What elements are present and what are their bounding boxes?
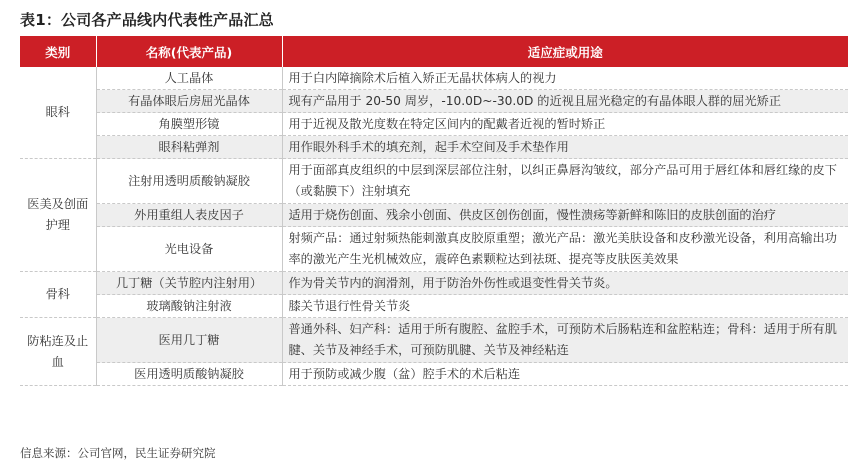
header-usage: 适应症或用途: [282, 36, 848, 67]
table-header-row: [20, 36, 848, 67]
category-ophthalmology: 眼科: [20, 67, 96, 159]
product-usage: 膝关节退行性骨关节炎: [282, 295, 848, 318]
source-note: 信息来源：公司官网，民生证券研究院: [20, 446, 216, 460]
table-row: [20, 90, 848, 113]
table-row: [20, 363, 848, 386]
product-name: 医用透明质酸钠凝胶: [96, 363, 282, 386]
product-usage: 作为骨关节内的润滑剂，用于防治外伤性或退变性骨关节炎。: [282, 272, 848, 295]
product-usage: 射频产品：通过射频热能刺激真皮胶原重塑；激光产品：激光美肤设备和皮秒激光设备，利用高输出功率的激光产生光机械效应，震碎色素颗粒达到祛斑、提亮等皮肤医美效果: [282, 227, 848, 272]
product-usage: 普通外科、妇产科：适用于所有腹腔、盆腔手术，可预防术后肠粘连和盆腔粘连；骨科：适用于所有肌腱、关节及神经手术，可预防肌腱、关节及神经粘连: [282, 318, 848, 363]
product-name: 眼科粘弹剂: [96, 136, 282, 159]
product-usage: 用于预防或减少腹（盆）腔手术的术后粘连: [282, 363, 848, 386]
category-orthopedics: 骨科: [20, 272, 96, 318]
table-row: [20, 113, 848, 136]
table-row: [20, 136, 848, 159]
product-name: 医用几丁糖: [96, 318, 282, 363]
product-name: 几丁糖（关节腔内注射用）: [96, 272, 282, 295]
product-usage: 适用于烧伤创面、残余小创面、供皮区创伤创面，慢性溃疡等新鲜和陈旧的皮肤创面的治疗: [282, 204, 848, 227]
table-row: [20, 295, 848, 318]
product-name: 注射用透明质酸钠凝胶: [96, 159, 282, 204]
product-usage: 用于面部真皮组织的中层到深层部位注射，以纠正鼻唇沟皱纹，部分产品可用于唇红体和唇红缘的皮下（或黏膜下）注射填充: [282, 159, 848, 204]
table-row: [20, 318, 848, 363]
product-name: 人工晶体: [96, 67, 282, 90]
table-title: 表1：公司各产品线内代表性产品汇总: [20, 11, 274, 29]
product-name: 玻璃酸钠注射液: [96, 295, 282, 318]
table-row: [20, 67, 848, 90]
category-anti-adhesion: 防粘连及止血: [20, 318, 96, 386]
header-product: 名称(代表产品): [96, 36, 282, 67]
table-row: [20, 227, 848, 272]
table-row: [20, 204, 848, 227]
table-row: [20, 159, 848, 204]
category-aesthetic: 医美及创面护理: [20, 159, 96, 272]
product-usage: 用作眼外科手术的填充剂，起手术空间及手术垫作用: [282, 136, 848, 159]
product-usage: 用于白内障摘除术后植入矫正无晶状体病人的视力: [282, 67, 848, 90]
product-name: 外用重组人表皮因子: [96, 204, 282, 227]
table-row: [20, 272, 848, 295]
product-name: 角膜塑形镜: [96, 113, 282, 136]
product-name: 有晶体眼后房屈光晶体: [96, 90, 282, 113]
product-name: 光电设备: [96, 227, 282, 272]
product-usage: 现有产品用于 20-50 周岁，-10.0D~-30.0D 的近视且屈光稳定的有晶体眼人群的屈光矫正: [282, 90, 848, 113]
product-summary-table: [20, 36, 848, 386]
header-category: 类别: [20, 36, 96, 67]
product-usage: 用于近视及散光度数在特定区间内的配戴者近视的暂时矫正: [282, 113, 848, 136]
